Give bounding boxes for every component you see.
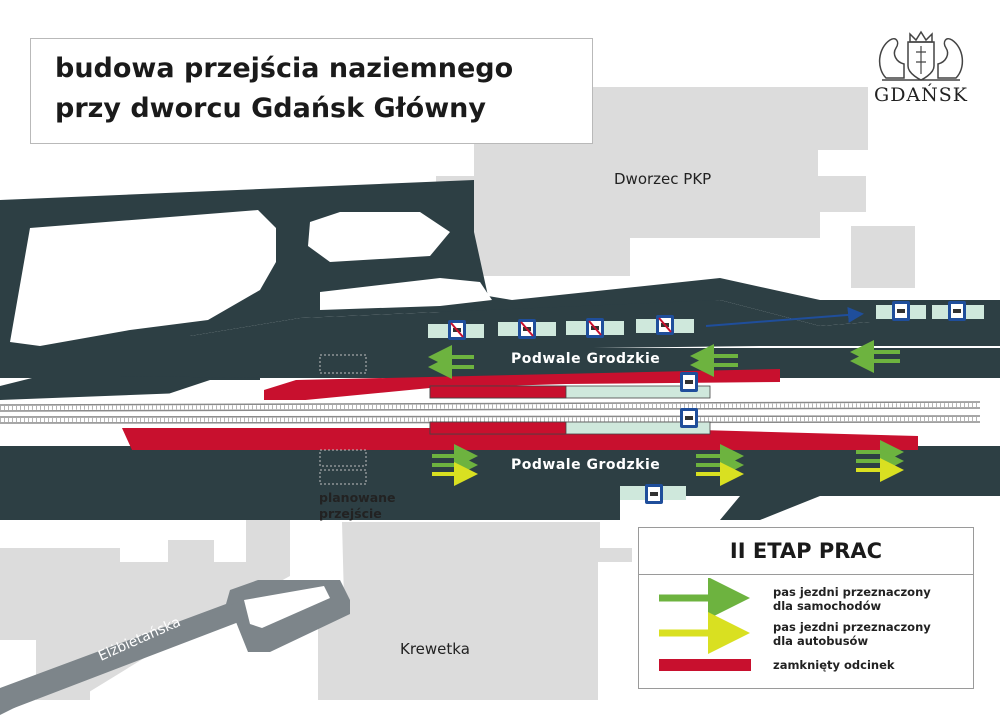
label-street-south: Podwale Grodzkie (511, 457, 661, 473)
label-street-north: Podwale Grodzkie (511, 351, 661, 367)
platform-south-closed (430, 422, 566, 434)
bus-stop-closed-icon (448, 320, 466, 340)
label-station: Dworzec PKP (614, 170, 712, 188)
bus-stop-closed-icon (586, 318, 604, 338)
legend-closed-swatch (659, 659, 751, 671)
legend-item-cars: pas jezdni przeznaczony dla samochodów (773, 585, 931, 613)
bus-stop-closed-icon (656, 315, 674, 335)
label-planned-crossing-line-2: przejście (319, 506, 382, 521)
label-planned-crossing-line-1: planowane (319, 490, 396, 505)
building-east (851, 226, 915, 288)
label-elzbietanska: Elżbietańska (96, 614, 184, 665)
road-podwale-north (0, 348, 1000, 378)
bus-stop-sign-icon (892, 301, 910, 321)
island-middle (308, 212, 450, 262)
building-krewetka (318, 522, 632, 700)
legend-item-closed: zamknięty odcinek (773, 658, 895, 672)
road-south-lower (0, 476, 620, 520)
title-line-1: budowa przejścia naziemnego (55, 53, 514, 84)
label-krewetka: Krewetka (400, 640, 470, 658)
legend-title: II ETAP PRAC (639, 528, 973, 575)
bus-stop-sign-icon (680, 372, 698, 392)
legend-swatches (655, 578, 775, 698)
logo-city-name: GDAŃSK (874, 84, 968, 106)
gdansk-logo (866, 28, 976, 108)
legend (638, 527, 974, 689)
title-box (30, 38, 593, 144)
legend-item-buses: pas jezdni przeznaczony dla autobusów (773, 620, 931, 648)
label-planned-crossing (319, 490, 396, 522)
platform-north-closed (430, 386, 566, 398)
bus-stop-sign-icon (645, 484, 663, 504)
road-south-east (720, 446, 1000, 520)
bus-stop-sign-icon (680, 408, 698, 428)
title-line-2: przy dworcu Gdańsk Główny (55, 93, 486, 124)
bus-stop-closed-icon (518, 319, 536, 339)
gdansk-coat-of-arms-icon (866, 28, 976, 84)
bus-stop-sign-icon (948, 301, 966, 321)
